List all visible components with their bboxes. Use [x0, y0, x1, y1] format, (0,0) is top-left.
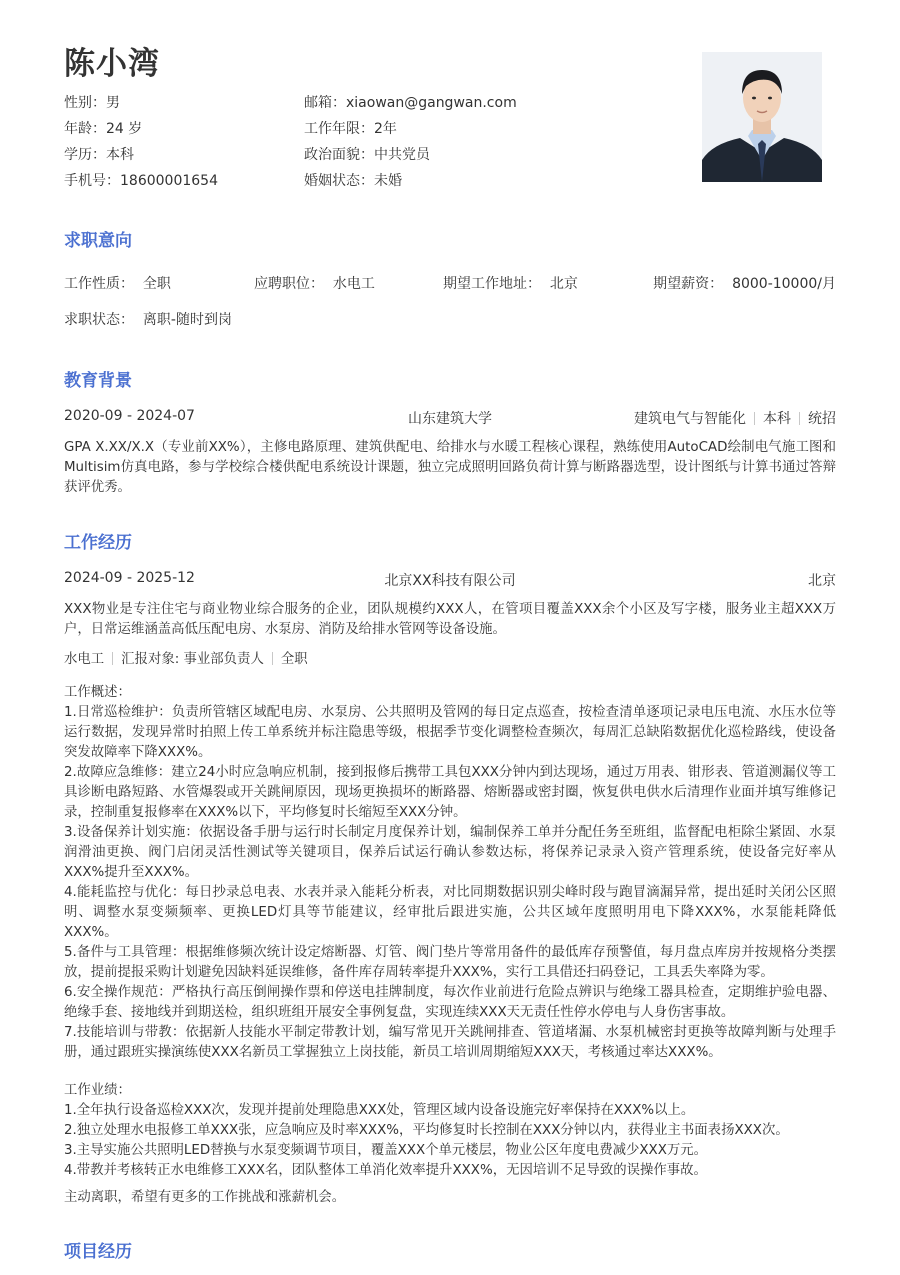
intent-status [64, 309, 232, 329]
intent-status-value: 离职-随时到岗 [142, 312, 232, 328]
education-description: GPA X.XX/X.X（专业前XX%），主修电路原理、建筑供配电、给排水与水暖工程核心课程，熟练使用AutoCAD绘制电气施工图和Multisim仿真电路，参与学校综合楼供配电系统设计课题，独立完成照明回路负荷计算与断路器选型，设计图纸与计算书通过答辩获评优秀。 [64, 440, 836, 495]
intent-salary-value: 8000-10000/月 [732, 276, 836, 292]
gender-item [64, 94, 304, 112]
age-item [64, 120, 304, 138]
divider [112, 652, 113, 665]
education-date: 2020-09 - 2024-07 [64, 408, 195, 424]
years-item [304, 120, 624, 138]
work-achievements-title: 工作业绩： [64, 1083, 131, 1098]
politics-value: 中共党员 [374, 147, 430, 163]
education-header [64, 408, 836, 428]
work-overview-title: 工作概述： [64, 685, 131, 700]
intent-salary [653, 273, 836, 293]
email-label: 邮箱： [304, 95, 346, 111]
work-achievements [64, 1081, 836, 1181]
intent-type-label: 工作性质： [64, 276, 134, 292]
marital-item [304, 172, 624, 190]
phone-label: 手机号： [64, 173, 120, 189]
work-type-tag: 全职 [280, 652, 308, 667]
work-section-title: 工作经历 [64, 533, 132, 553]
edu-value: 本科 [106, 147, 134, 163]
overview-item: 1.日常巡检维护：负责所管辖区域配电房、水泵房、公共照明及管网的每日定点巡查，按检查清单逐项记录电压电流、水压水位等运行数据，发现异常时拍照上传工单系统并标注隐患等级，根据季节变化调整检查频次，每周汇总缺陷数据优化巡检路线，使设备突发故障率下降XXX%。 [64, 705, 836, 760]
intent-location [443, 273, 578, 293]
phone-value: 18600001654 [120, 173, 218, 189]
intent-location-label: 期望工作地址： [443, 276, 541, 292]
intent-type [64, 273, 171, 293]
work-city: 北京 [808, 573, 836, 589]
politics-label: 政治面貌： [304, 147, 374, 163]
intent-salary-label: 期望薪资： [653, 276, 724, 292]
phone-item [64, 172, 304, 190]
age-label: 年龄： [64, 121, 106, 137]
work-tags [64, 648, 308, 667]
overview-item: 7.技能培训与带教：依据新人技能水平制定带教计划，编写常见开关跳闸排查、管道堵漏、水泵机械密封更换等故障判断与处理手册，通过跟班实操演练使XXX名新员工掌握独立上岗技能，新员工培训周期缩短XXX天，考核通过率达XXX%。 [64, 1025, 836, 1060]
candidate-name: 陈小湾 [64, 46, 160, 82]
intent-location-value: 北京 [549, 276, 578, 292]
education-major: 建筑电气与智能化 [634, 411, 746, 427]
email-item [304, 94, 624, 112]
work-role-tag: 水电工 [64, 652, 105, 667]
marital-value: 未婚 [374, 173, 402, 189]
marital-label: 婚姻状态： [304, 173, 374, 189]
education-degree: 本科 [763, 411, 791, 427]
overview-item: 2.故障应急维修：建立24小时应急响应机制，接到报修后携带工具包XXX分钟内到达现场，通过万用表、钳形表、管道测漏仪等工具诊断电路短路、水管爆裂或开关跳闸原因，现场更换损坏的断路器、熔断器或密封圈，恢复供电供水后清理作业面并填写维修记录，控制重复报修率在XXX%以下，平均修复时长缩短至XXX分钟。 [64, 765, 836, 820]
achievement-item: 3.主导实施公共照明LED替换与水泵变频调节项目，覆盖XXX个单元楼层，物业公区年度电费减少XXX万元。 [64, 1143, 708, 1158]
achievement-item: 1.全年执行设备巡检XXX次，发现并提前处理隐患XXX处，管理区域内设备设施完好率保持在XXX%以上。 [64, 1103, 695, 1118]
overview-item: 4.能耗监控与优化：每日抄录总电表、水表并录入能耗分析表，对比同期数据识别尖峰时段与跑冒滴漏异常，提出延时关闭公区照明、调整水泵变频频率、更换LED灯具等节能建议，经审批后跟进实施，公共区域年度照明用电下降XXX%，水泵能耗降低XXX%。 [64, 885, 836, 940]
edu-label: 学历： [64, 147, 106, 163]
work-company-intro: XXX物业是专注住宅与商业物业综合服务的企业，团队规模约XXX人，在管项目覆盖XXX余个小区及写字楼，服务业主超XXX万户，日常运维涵盖高低压配电房、水泵房、消防及给排水管网等设备设施。 [64, 602, 836, 637]
email-value: xiaowan@gangwan.com [346, 95, 517, 111]
education-level-item [64, 146, 304, 164]
divider [799, 412, 800, 425]
education-meta [634, 408, 836, 428]
work-report-tag: 汇报对象: 事业部负责人 [121, 652, 264, 667]
achievement-item: 4.带教并考核转正水电维修工XXX名，团队整体工单消化效率提升XXX%，无因培训不足导致的误操作事故。 [64, 1163, 707, 1178]
gender-value: 男 [106, 95, 120, 111]
intent-position [254, 273, 375, 293]
intent-position-value: 水电工 [332, 276, 375, 292]
education-section-title: 教育背景 [64, 371, 132, 391]
basic-info [64, 94, 624, 190]
intent-status-label: 求职状态： [64, 312, 134, 328]
politics-item [304, 146, 624, 164]
intent-position-label: 应聘职位： [254, 276, 324, 292]
intent-section-title: 求职意向 [64, 231, 132, 251]
work-overview [64, 683, 836, 1063]
project-section-title: 项目经历 [64, 1242, 132, 1262]
work-date: 2024-09 - 2025-12 [64, 570, 195, 586]
work-leave-reason: 主动离职，希望有更多的工作挑战和涨薪机会。 [64, 1190, 346, 1205]
age-value: 24 岁 [106, 121, 143, 137]
years-label: 工作年限： [304, 121, 374, 137]
profile-photo [702, 52, 822, 182]
education-school: 山东建筑大学 [408, 411, 492, 427]
overview-item: 6.安全操作规范：严格执行高压倒闸操作票和停送电挂牌制度，每次作业前进行危险点辨识与绝缘工器具检查，定期维护验电器、绝缘手套、接地线并到期送检，组织班组开展安全事例复盘，实现连续XXX天无责任性停水停电与人身伤害事故。 [64, 985, 836, 1020]
education-mode: 统招 [808, 411, 836, 427]
portrait-image [702, 52, 822, 182]
intent-type-value: 全职 [142, 276, 171, 292]
gender-label: 性别： [64, 95, 106, 111]
overview-item: 5.备件与工具管理：根据维修频次统计设定熔断器、灯管、阀门垫片等常用备件的最低库存预警值，每月盘点库房并按规格分类摆放，提前提报采购计划避免因缺料延误维修，备件库存周转率提升XXX%，实行工具借还扫码登记，工具丢失率降为零。 [64, 945, 836, 980]
achievement-item: 2.独立处理水电报修工单XXX张，应急响应及时率XXX%，平均修复时长控制在XXX分钟以内，获得业主书面表扬XXX次。 [64, 1123, 789, 1138]
overview-item: 3.设备保养计划实施：依据设备手册与运行时长制定月度保养计划，编制保养工单并分配任务至班组，监督配电柜除尘紧固、水泵润滑油更换、阀门启闭灵活性测试等关键项目，保养后试运行确认参数达标，将保养记录录入资产管理系统，使设备完好率从XXX%提升至XXX%。 [64, 825, 836, 880]
work-header [64, 570, 836, 590]
years-value: 2年 [374, 121, 397, 137]
work-company: 北京XX科技有限公司 [384, 573, 516, 589]
divider [272, 652, 273, 665]
divider [754, 412, 755, 425]
